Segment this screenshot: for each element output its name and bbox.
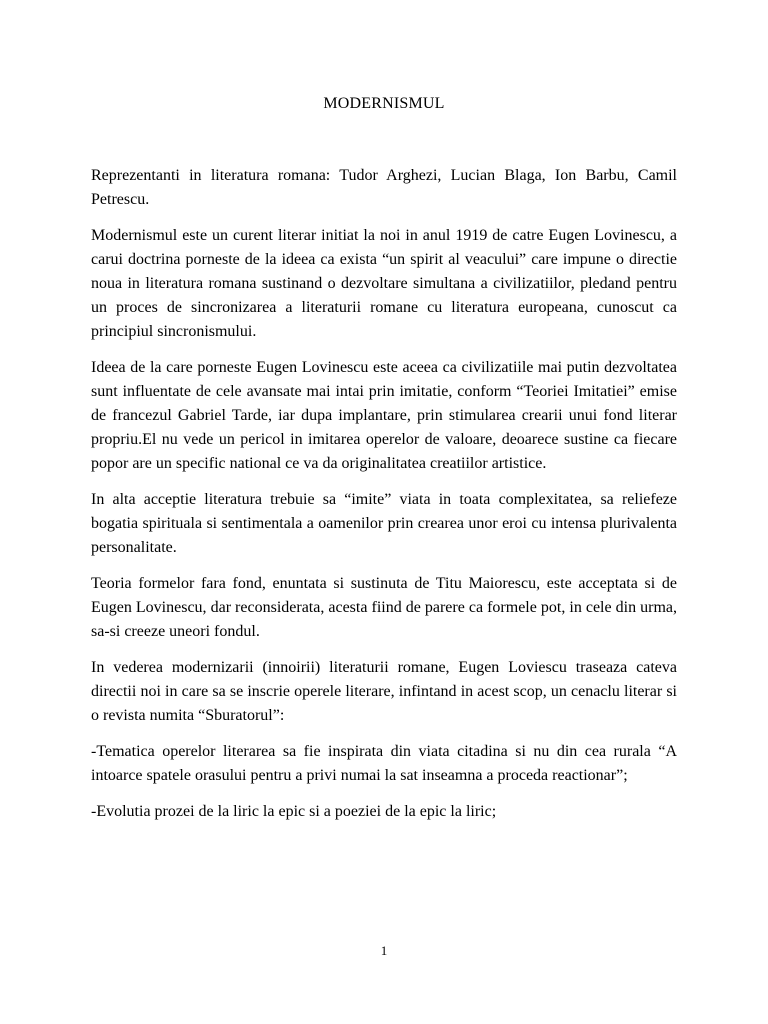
paragraph-modernism-definition: Modernismul este un curent literar initiat la noi in anul 1919 de catre Eugen Lovinescu, a carui doctrina porneste de la ideea ca exista “un spirit al veacului” care impune o directie noua in literatura romana sustinand o dezvoltare simultana a civilizatiilor, pledand pentru un proces de sincronizarea a literaturii romane cu literatura europeana, cunoscut ca principiul sincronismului. [91, 227, 677, 340]
paragraph-representatives: Reprezentanti in literatura romana: Tudor Arghezi, Lucian Blaga, Ion Barbu, Camil Petrescu. [91, 167, 677, 208]
paragraph-modernization-directions: In vederea modernizarii (innoirii) literaturii romane, Eugen Loviescu traseaza cateva directii noi in care sa se inscrie operele literare, infintand in acest scop, un cenaclu literar si o revista numita “Sburatorul”: [91, 659, 677, 724]
paragraph-urban-themes: -Tematica operelor literarea sa fie inspirata din viata citadina si nu din cea rurala “A intoarce spatele orasului pentru a privi numai la sat inseamna a proceda reactionar”; [91, 743, 677, 784]
document-title: MODERNISMUL [323, 95, 445, 112]
paragraph-prose-poetry-evolution: -Evolutia prozei de la liric la epic si a poeziei de la epic la liric; [91, 803, 497, 820]
page-number: 1 [380, 943, 388, 958]
paragraph-imitation-theory: Ideea de la care porneste Eugen Lovinescu este aceea ca civilizatiile mai putin dezvoltatea sunt influentate de cele avansate mai intai prin imitatie, conform “Teoriei Imitatiei” emise de francezul Gabriel Tarde, iar dupa implantare, prin stimularea crearii unui fond literar propriu.El nu vede un pericol in imitarea operelor de valoare, deoarece sustine ca fiecare popor are un specific national ce va da originalitatea creatiilor artistice. [91, 359, 677, 472]
paragraph-forms-without-substance: Teoria formelor fara fond, enuntata si sustinuta de Titu Maiorescu, este acceptata si de Eugen Lovinescu, dar reconsiderata, acesta fiind de parere ca formele pot, in cele din urma, sa-si creeze uneori fondul. [91, 575, 677, 640]
paragraph-imitate-life: In alta acceptie literatura trebuie sa “imite” viata in toata complexitatea, sa reliefeze bogatia spirituala si sentimentala a oamenilor prin crearea unor eroi cu intensa plurivalenta personalitate. [91, 491, 677, 556]
document-body [91, 164, 677, 836]
